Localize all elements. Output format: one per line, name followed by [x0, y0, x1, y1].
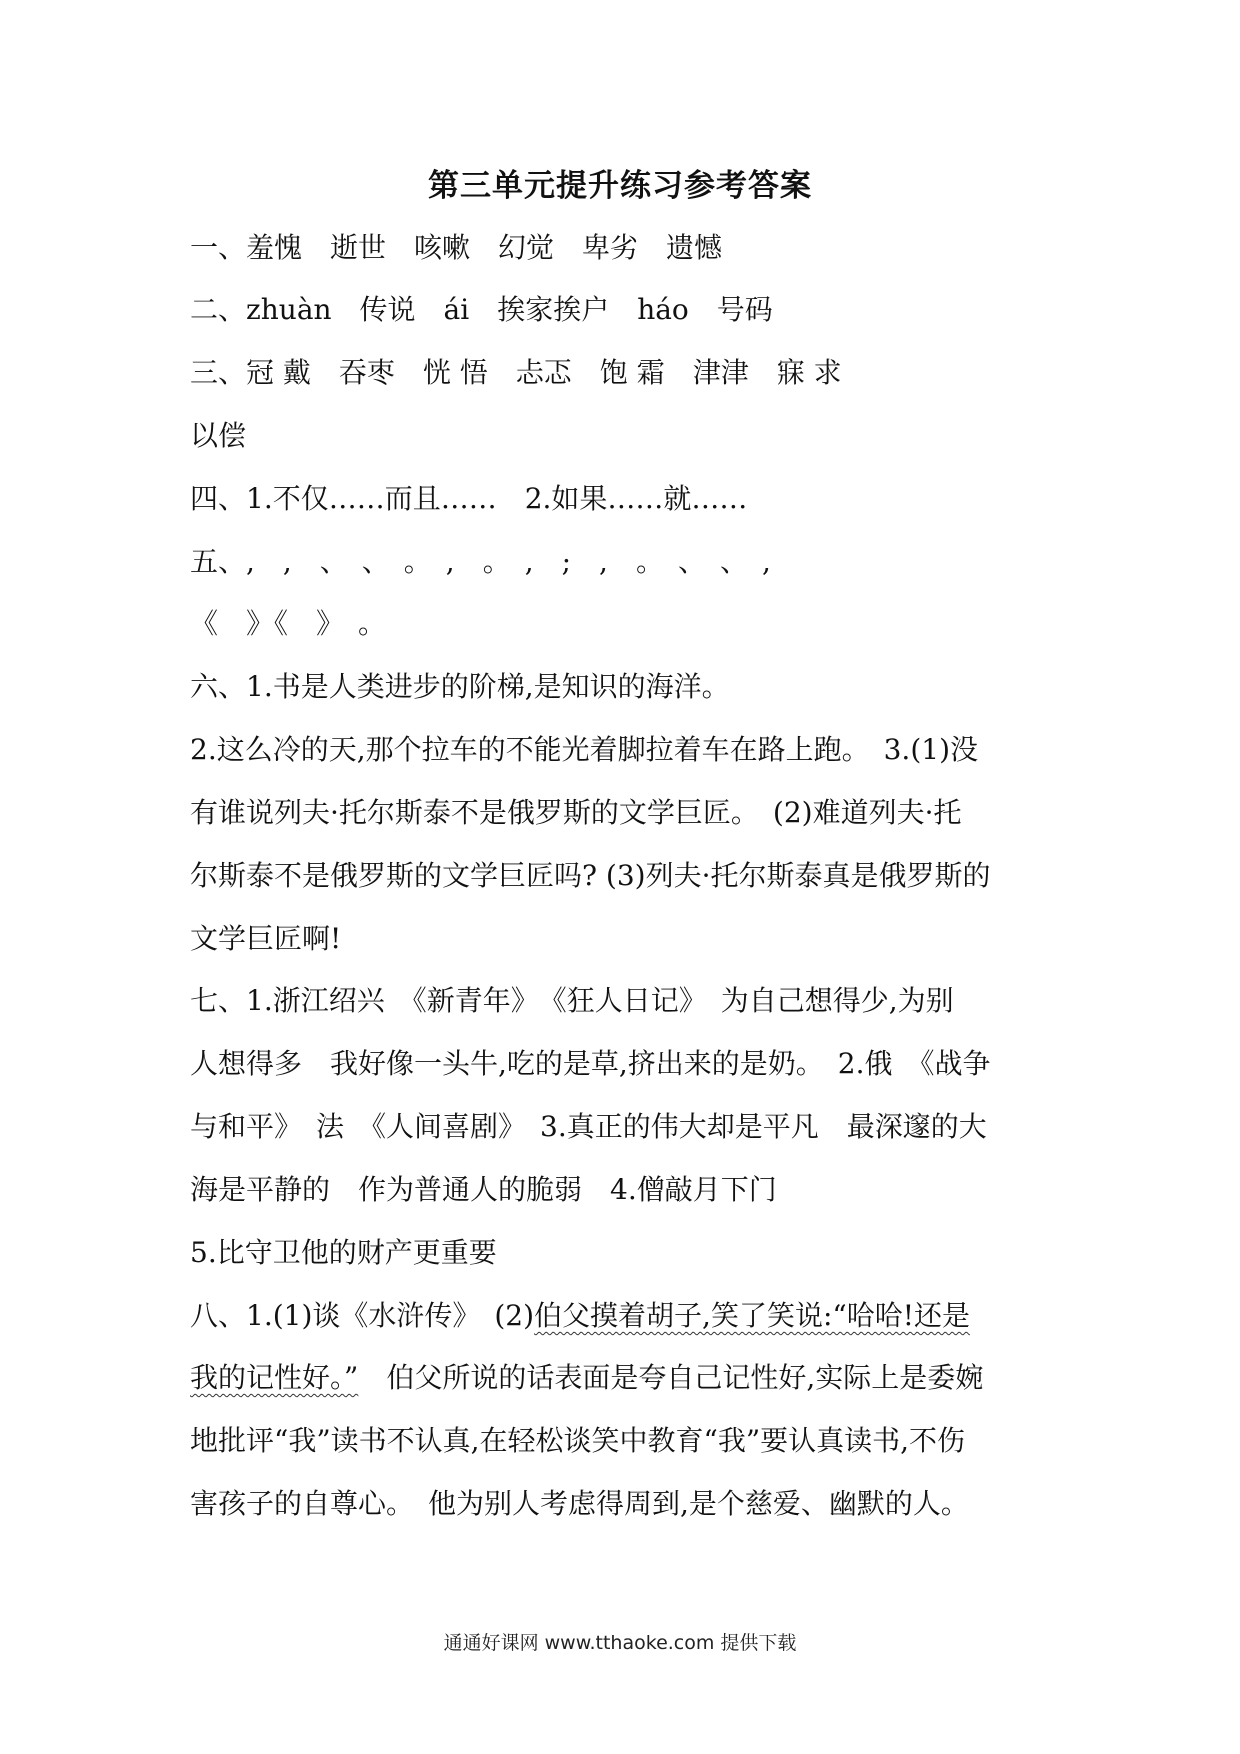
- page-title: 第三单元提升练习参考答案: [428, 168, 812, 204]
- q8-underlined-quote-end: 我的记性好。”: [190, 1361, 359, 1394]
- answer-line-7-5: 5.比守卫他的财产更重要: [190, 1236, 497, 1269]
- answer-line-3: 三、冠 戴 吞枣 恍 悟 忐忑 饱 霜 津津 寐 求: [190, 356, 842, 389]
- answer-line-5-cont: 《 》《 》 。: [190, 607, 387, 640]
- answer-line-6-3: 有谁说列夫·托尔斯泰不是俄罗斯的文学巨匠。 (2)难道列夫·托: [190, 796, 962, 829]
- answer-line-6: 六、1.书是人类进步的阶梯,是知识的海洋。: [190, 670, 730, 703]
- answer-line-7: 七、1.浙江绍兴 《新青年》 《狂人日记》 为自己想得少,为别: [190, 984, 954, 1017]
- answer-line-2: 二、zhuàn 传说 ái 挨家挨户 háo 号码: [190, 293, 773, 326]
- answer-line-5: 五、, , 、 、 。 , 。 , ; , 。 、 、 ,: [190, 545, 771, 578]
- answer-line-1: 一、羞愧 逝世 咳嗽 幻觉 卑劣 遗憾: [190, 231, 723, 264]
- answer-line-3-cont: 以偿: [190, 419, 247, 452]
- answer-line-6-2: 2.这么冷的天,那个拉车的不能光着脚拉着车在路上跑。 3.(1)没: [190, 733, 978, 766]
- answer-line-6-4: 尔斯泰不是俄罗斯的文学巨匠吗? (3)列夫·托尔斯泰真是俄罗斯的: [190, 859, 991, 892]
- answer-line-6-5: 文学巨匠啊!: [190, 922, 342, 955]
- answer-line-7-3: 与和平》 法 《人间喜剧》 3.真正的伟大却是平凡 最深邃的大: [190, 1110, 987, 1143]
- answer-line-7-4: 海是平静的 作为普通人的脆弱 4.僧敲月下门: [190, 1173, 777, 1206]
- q8-underlined-quote: 伯父摸着胡子,笑了笑说:“哈哈!还是: [534, 1299, 970, 1332]
- answer-line-4: 四、1.不仅……而且…… 2.如果……就……: [190, 482, 748, 515]
- answer-line-8-2: [190, 1358, 1070, 1398]
- answer-line-7-2: 人想得多 我好像一头牛,吃的是草,挤出来的是奶。 2.俄 《战争: [190, 1047, 991, 1080]
- answer-line-8: [190, 1296, 1070, 1336]
- answer-line-8-3: 地批评“我”读书不认真,在轻松谈笑中教育“我”要认真读书,不伤: [190, 1424, 966, 1457]
- page-footer: 通通好课网 www.tthaoke.com 提供下载: [443, 1632, 797, 1654]
- q8-explanation: 伯父所说的话表面是夸自己记性好,实际上是委婉: [358, 1361, 984, 1394]
- q8-prefix: 八、1.(1)谈《水浒传》 (2): [190, 1299, 535, 1332]
- answer-line-8-4: 害孩子的自尊心。 他为别人考虑得周到,是个慈爱、幽默的人。: [190, 1487, 969, 1520]
